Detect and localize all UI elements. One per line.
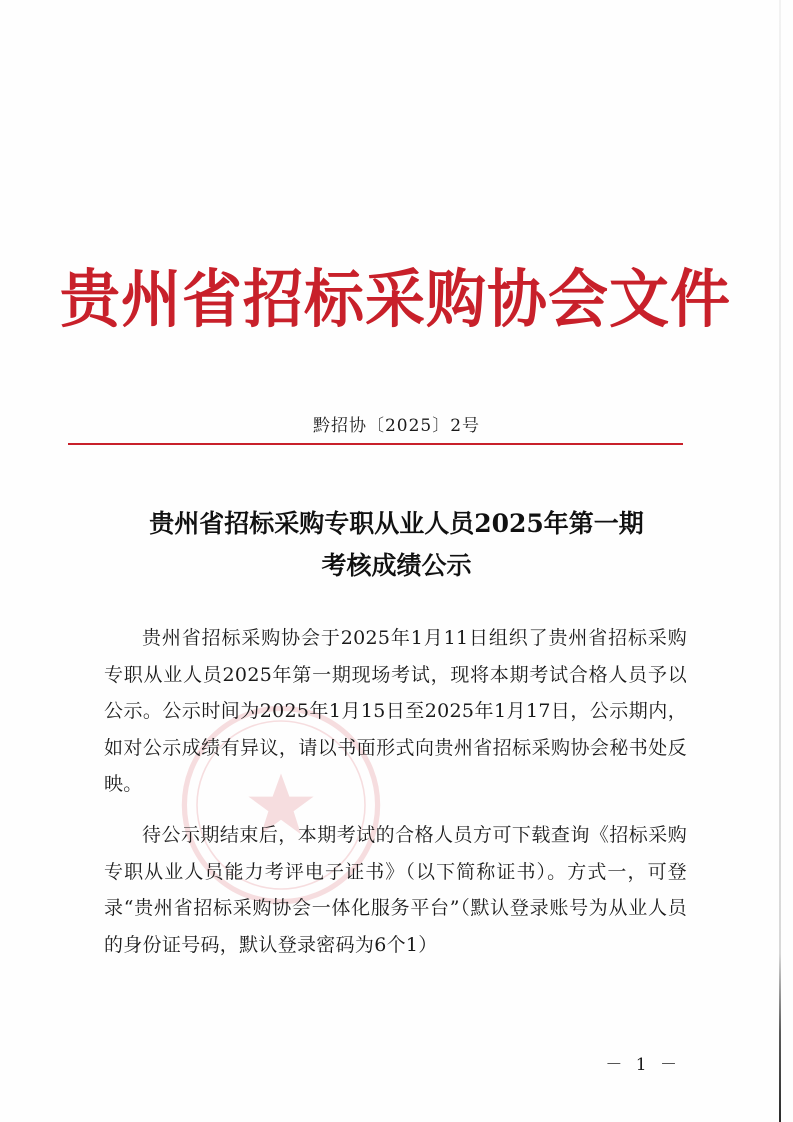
document-title-line-2: 考核成绩公示 xyxy=(321,551,472,580)
document-header-title: 贵州省招标采购协会文件 xyxy=(60,263,731,337)
body-paragraph-2 xyxy=(104,817,687,963)
document-title-line-1: 贵州省招标采购专职从业人员2025年第一期 xyxy=(149,509,644,538)
paragraph-text: 贵州省招标采购协会于2025年1月11日组织了贵州省招标采购专职从业人员2025年第一期现场考试，现将本期考试合格人员予以公示。公示时间为2025年1月15日至2025年1月17日，公示期内，如对公示成绩有异议，请以书面形式向贵州省招标采购协会秘书处反映。 xyxy=(104,627,687,795)
document-number: 黔招协〔2025〕2号 xyxy=(312,416,481,436)
document-title xyxy=(0,503,793,587)
red-divider-rule xyxy=(68,443,683,445)
body-paragraph-1 xyxy=(104,620,687,803)
paragraph-text: 待公示期结束后，本期考试的合格人员方可下载查询《招标采购专职从业人员能力考评电子证书》（以下简称证书）。方式一，可登录“贵州省招标采购协会一体化服务平台”（默认登录账号为从业人员的身份证号码，默认登录密码为6个1） xyxy=(104,824,687,956)
page-number: － 1 － xyxy=(605,1055,681,1075)
